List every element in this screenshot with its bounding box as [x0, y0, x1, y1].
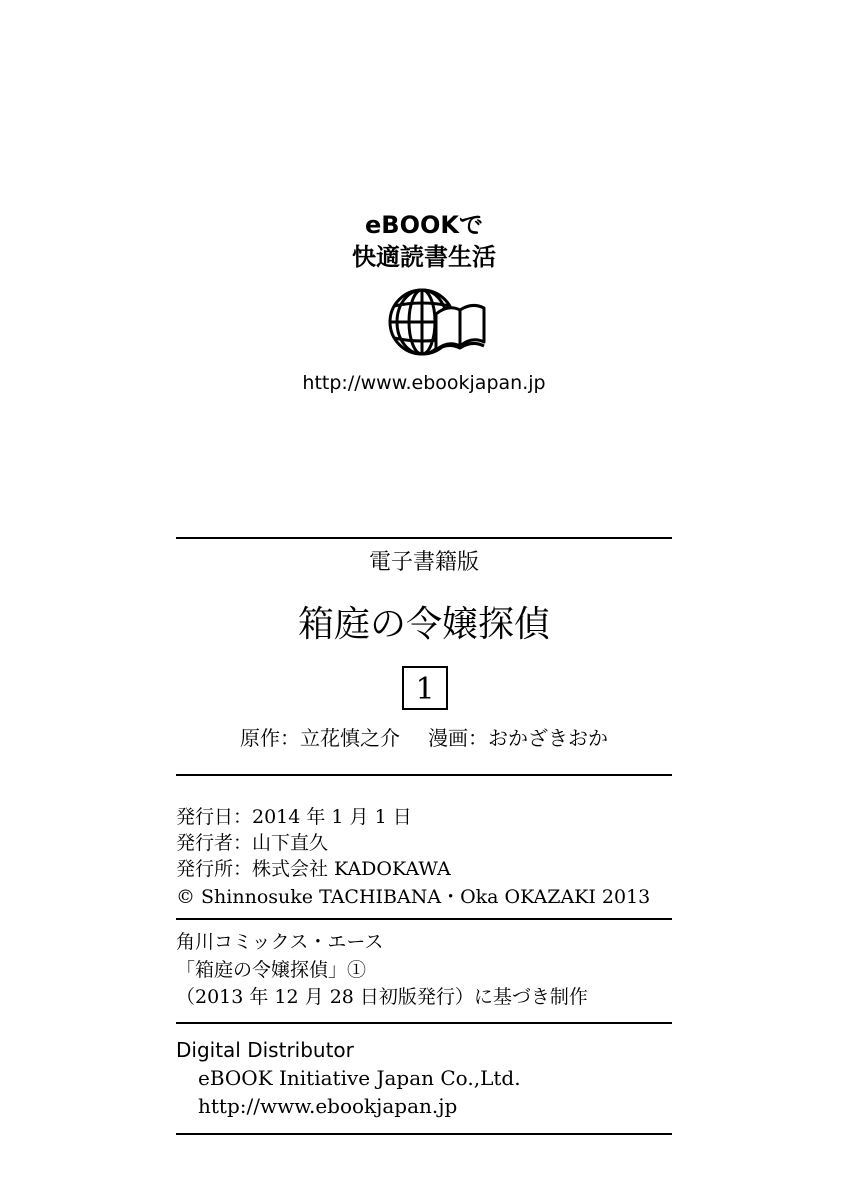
- source-book: 「箱庭の令嬢探偵」①: [176, 959, 367, 981]
- original-author: 原作：立花慎之介: [240, 726, 400, 750]
- rule-copyright: [176, 918, 672, 920]
- publisher-company: 発行所：株式会社 KADOKAWA: [176, 858, 451, 880]
- rule-credits: [176, 774, 672, 776]
- source-basis: （2013 年 12 月 28 日初版発行）に基づき制作: [176, 986, 588, 1008]
- distributor-url: http://www.ebookjapan.jp: [198, 1094, 458, 1118]
- credits: [0, 724, 848, 752]
- bottom-rule: [176, 1133, 672, 1135]
- volume-number: 1: [402, 666, 448, 710]
- ad-tagline: 快適読書生活: [352, 243, 496, 271]
- globe-book-icon: [384, 284, 488, 362]
- distributor-company: eBOOK Initiative Japan Co.,Ltd.: [198, 1066, 521, 1090]
- publisher-person: 発行者：山下直久: [176, 832, 329, 854]
- top-rule: [176, 537, 672, 539]
- copyright: © Shinnosuke TACHIBANA・Oka OKAZAKI 2013: [176, 886, 651, 908]
- ad-url: http://www.ebookjapan.jp: [302, 372, 546, 394]
- distributor-heading: Digital Distributor: [176, 1038, 354, 1062]
- source-label: 角川コミックス・エース: [176, 931, 384, 953]
- book-title: 箱庭の令嬢探偵: [297, 604, 550, 645]
- ad-headline: eBOOKで: [365, 211, 483, 239]
- publish-date: 発行日：2014 年 1 月 1 日: [176, 806, 412, 828]
- rule-source: [176, 1022, 672, 1024]
- edition-label: 電子書籍版: [368, 550, 479, 575]
- manga-artist: 漫画：おかざきおか: [428, 726, 608, 750]
